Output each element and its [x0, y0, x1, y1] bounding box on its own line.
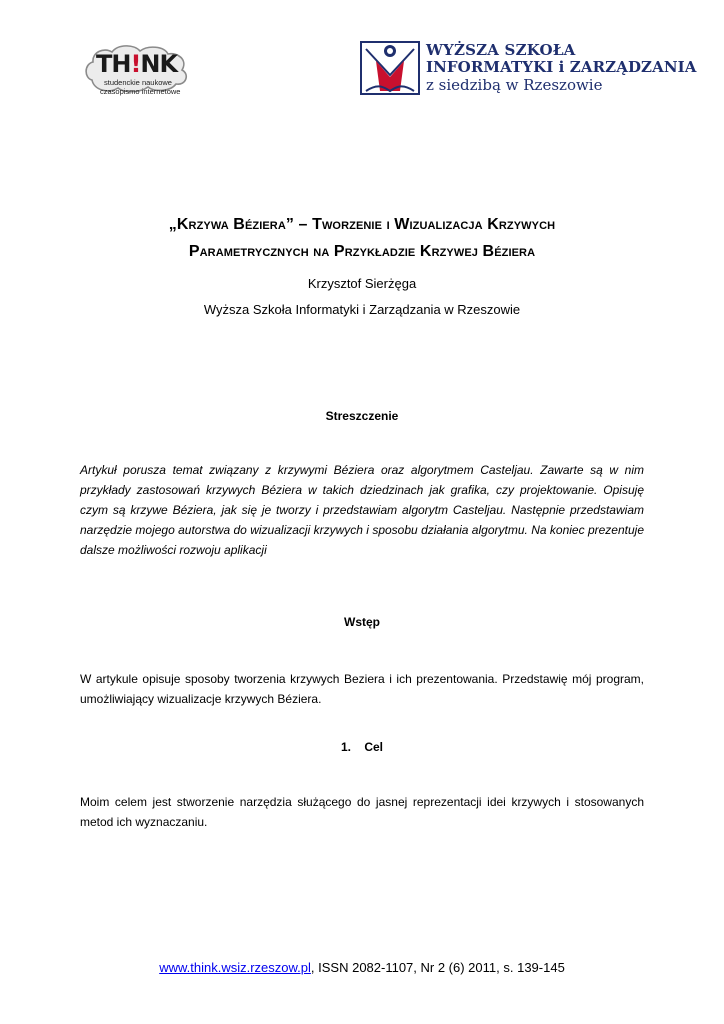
think-subtitle-2: czasopismo internetowe	[100, 87, 181, 96]
author-affiliation: Wyższa Szkoła Informatyki i Zarządzania w Rzeszowie	[203, 302, 521, 317]
wsiz-name-line-2: INFORMATYKI i ZARZĄDZANIA	[426, 58, 697, 76]
wsiz-wordmark	[426, 42, 697, 94]
think-wordmark: TH!NK	[96, 50, 178, 78]
article-title-line-2: Parametrycznych na Przykładzie Krzywej Béziera	[188, 243, 536, 260]
author-name: Krzysztof Sierżęga	[307, 276, 417, 291]
article-title-line-1: „Krzywa Béziera” – Tworzenie i Wizualizacja Krzywych	[168, 216, 556, 233]
wsiz-name-line-1: WYŻSZA SZKOŁA	[426, 41, 576, 59]
think-logo	[84, 44, 194, 100]
wsiz-name-line-3: z siedzibą w Rzeszowie	[426, 76, 603, 94]
think-exclamation: !	[130, 50, 141, 78]
intro-heading: Wstęp	[344, 615, 380, 629]
footer-website-link[interactable]: www.think.wsiz.rzeszow.pl	[159, 960, 311, 975]
wsiz-emblem-icon	[360, 41, 420, 95]
page-footer	[0, 960, 724, 975]
abstract-text: Artykuł porusza temat związany z krzywymi Béziera oraz algorytmem Casteljau. Zawarte są w nim przykłady zastosowań krzywych Béziera w takich dziedzinach jak grafika, czy projektowanie. Opisuję czym są krzywe Béziera, jak się je tworzy i przedstawiam algorytm Casteljau. Następnie przedstawiam narzędzie mojego autorstwa do wizualizacji krzywych i sposobu działania algorytmu. Na koniec prezentuje dalsze możliwości rozwoju aplikacji	[80, 463, 644, 557]
goal-heading: 1. Cel	[340, 740, 384, 754]
intro-text: W artykule opisuje sposoby tworzenia krzywych Beziera i ich prezentowania. Przedstawię mój program, umożliwiający wizualizacje krzywych Béziera.	[80, 672, 644, 706]
goal-text: Moim celem jest stworzenie narzędzia służącego do jasnej reprezentacji idei krzywych i stosowanych metod ich wyznaczaniu.	[80, 795, 644, 829]
abstract-heading: Streszczenie	[325, 409, 399, 423]
think-subtitle-1: studenckie naukowe	[104, 78, 172, 87]
footer-citation: , ISSN 2082-1107, Nr 2 (6) 2011, s. 139-145	[310, 960, 565, 975]
